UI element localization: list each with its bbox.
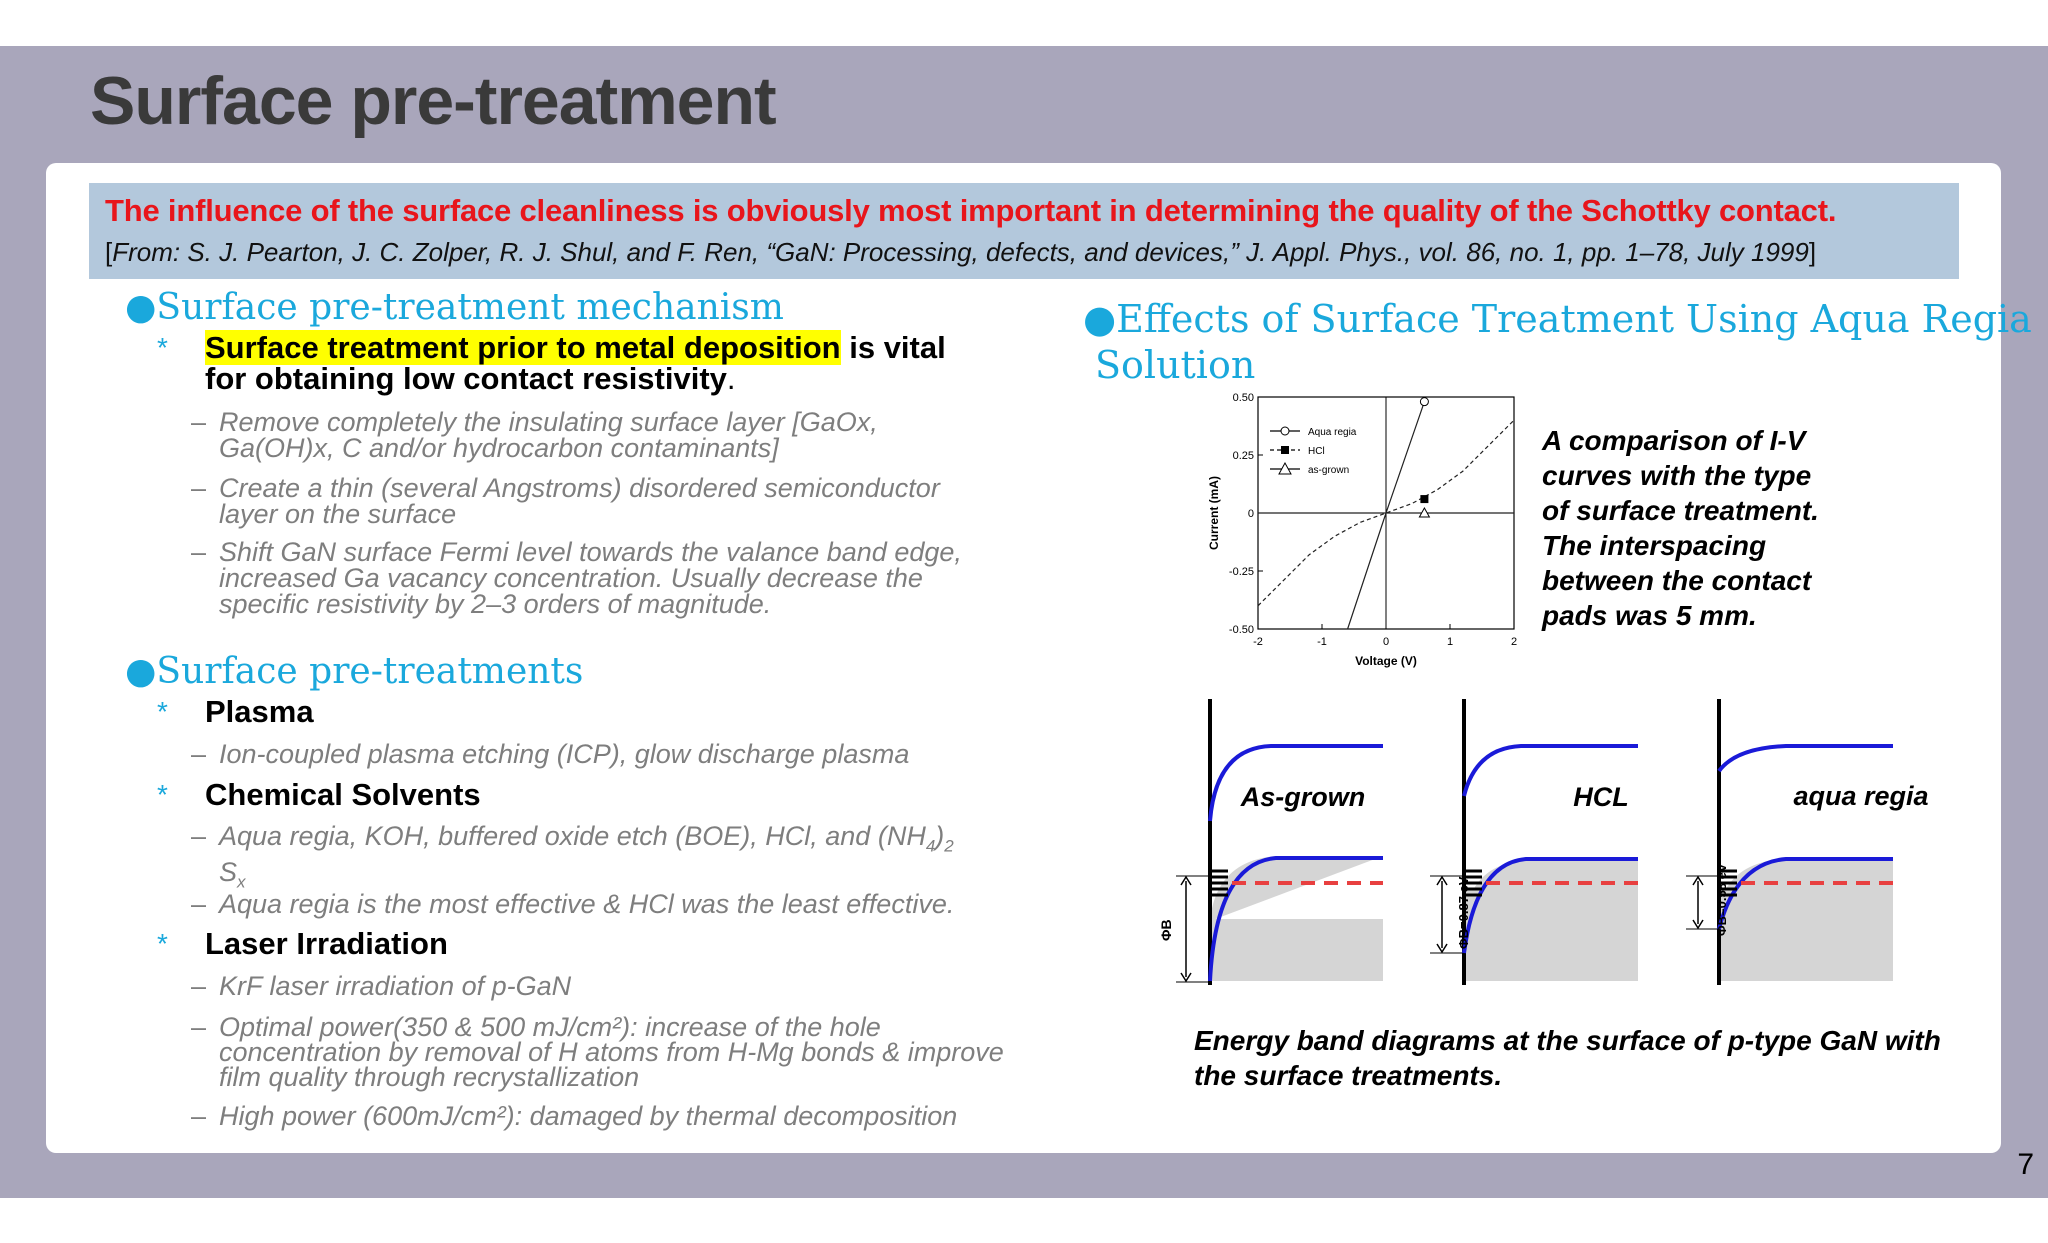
bullet-dot-icon: ● — [125, 651, 157, 692]
band-diagram-aqua-regia — [1686, 699, 1929, 985]
legend-marker-circle — [1281, 427, 1289, 435]
banner-reference: [From: S. J. Pearton, J. C. Zolper, R. J. Shul, and F. Ren, “GaN: Processing, defects, and devices,” J. Appl. Phys., vol. 86, no. 1, pp. 1–78, July 1999] — [105, 237, 1817, 267]
legend-label: Aqua regia — [1308, 427, 1357, 438]
asterisk-bullet-icon: * — [157, 928, 168, 959]
band-diagram-hcl — [1430, 699, 1638, 985]
marker-square — [1420, 495, 1428, 503]
iv-chart — [1146, 385, 1546, 695]
mechanism-subitem: – Remove completely the insulating surface layer [GaOx, Ga(OH)x, C and/or hydrocarbon contaminants] — [191, 407, 878, 463]
mechanism-bullet: * Surface treatment prior to metal deposition is vital for obtaining low contact resistivity. — [157, 330, 946, 396]
label-as-grown: As-grown — [1240, 782, 1366, 812]
laser-subitem: – High power (600mJ/cm²): damaged by thermal decomposition — [191, 1101, 958, 1131]
phi-label: ΦB=0.58 eV — [1714, 863, 1729, 936]
highlighted-text: Surface treatment prior to metal deposition — [205, 330, 841, 365]
phi-label: ΦB — [1158, 919, 1174, 941]
iv-caption: A comparison of I-V curves with the type of surface treatment. The interspacing between the contact pads was 5 mm. — [1542, 425, 1819, 631]
heading-mechanism: ●Surface pre-treatment mechanism — [125, 287, 784, 328]
mechanism-subitem: – Shift GaN surface Fermi level towards the valance band edge, increased Ga vacancy concentration. Usually decrease the specific resistivity by 2–3 orders of magnitude. — [191, 537, 962, 619]
band-caption: Energy band diagrams at the surface of p-type GaN with the surface treatments. — [1194, 1025, 1941, 1091]
plasma-subitem: – Ion-coupled plasma etching (ICP), glow discharge plasma — [191, 739, 910, 769]
phi-label: ΦB=0.87 eV — [1456, 876, 1471, 949]
x-tick-label: -2 — [1253, 636, 1263, 648]
chemical-bullet: * Chemical Solvents — [157, 777, 481, 812]
y-axis-label: Current (mA) — [1207, 476, 1221, 550]
x-tick-label: -1 — [1317, 636, 1327, 648]
asterisk-bullet-icon: * — [157, 779, 168, 810]
label-hcl: HCL — [1573, 782, 1629, 812]
y-tick-label: 0 — [1247, 508, 1254, 520]
y-tick-label: 0.25 — [1232, 450, 1254, 462]
bullet-dot-icon: ● — [125, 287, 157, 328]
plasma-bullet: * Plasma — [157, 694, 314, 729]
content-panel — [46, 163, 2032, 1153]
slide — [0, 46, 2048, 1198]
x-tick-label: 2 — [1510, 636, 1518, 648]
slide-title: Surface pre-treatment — [90, 63, 776, 139]
band-diagram-as-grown — [1158, 699, 1383, 985]
chemical-subitem: – Aqua regia, KOH, buffered oxide etch (BOE), HCl, and $(NH_4)_2$ $S_x$ — [191, 821, 954, 892]
y-tick-label: -0.25 — [1228, 566, 1254, 578]
banner-statement: The influence of the surface cleanliness is obviously most important in determining the quality of the Schottky contact. — [105, 193, 1837, 228]
page-number: 7 — [2017, 1148, 2034, 1181]
chemical-subitem: – Aqua regia is the most effective & HCl was the least effective. — [191, 889, 955, 919]
legend-label: as-grown — [1308, 465, 1350, 476]
bullet-dot-icon: ● — [1083, 297, 1117, 341]
laser-subitem: – Optimal power(350 & 500 mJ/cm²): increase of the hole concentration by removal of H atoms from H-Mg bonds & improve film quality through recrystallization — [191, 1012, 1004, 1092]
x-tick-label: 1 — [1446, 636, 1454, 648]
x-axis-label: Voltage (V) — [1355, 654, 1417, 668]
asterisk-bullet-icon: * — [157, 332, 168, 363]
marker-circle — [1420, 398, 1428, 406]
legend-label: HCl — [1308, 446, 1325, 457]
citation-banner — [89, 183, 1959, 279]
band-diagrams — [1146, 691, 1966, 991]
mechanism-subitem: – Create a thin (several Angstroms) disordered semiconductor layer on the surface — [191, 473, 940, 529]
heading-treatments: ●Surface pre-treatments — [125, 651, 584, 692]
heading-aqua-regia: ●Effects of Surface Treatment Using Aqua Regia Solution — [1083, 297, 2032, 387]
asterisk-bullet-icon: * — [157, 696, 168, 727]
laser-bullet: * Laser Irradiation — [157, 926, 448, 961]
y-tick-label: -0.50 — [1228, 624, 1254, 636]
x-tick-label: 0 — [1382, 636, 1390, 648]
laser-subitem: – KrF laser irradiation of p-GaN — [191, 971, 572, 1001]
y-tick-label: 0.50 — [1232, 392, 1254, 404]
legend-marker-square — [1281, 446, 1289, 454]
label-aqua-regia: aqua regia — [1793, 781, 1929, 811]
